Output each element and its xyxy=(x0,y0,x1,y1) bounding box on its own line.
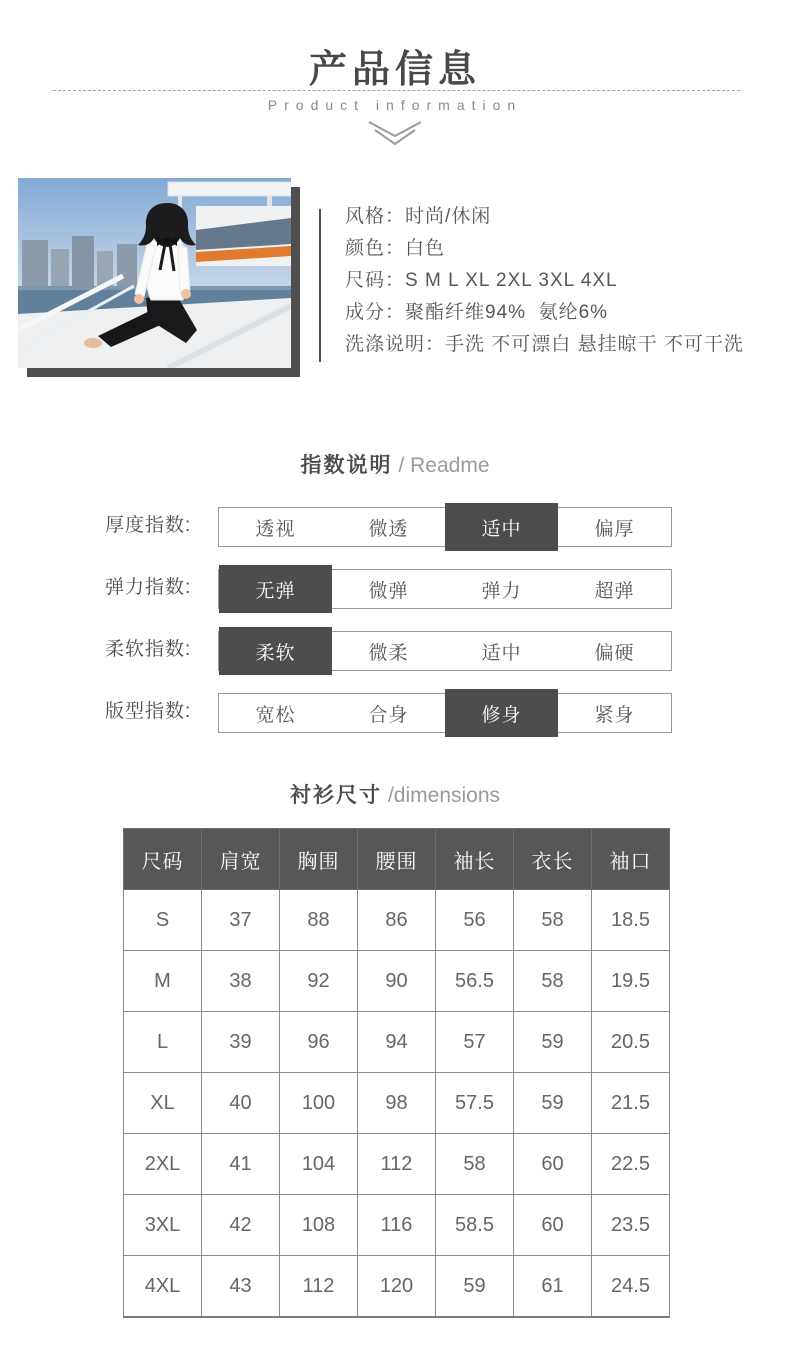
size-table-header-cell: 尺码 xyxy=(124,829,202,890)
vertical-divider xyxy=(319,209,321,362)
size-table-cell: 59 xyxy=(514,1073,592,1134)
size-table-cell: 104 xyxy=(280,1134,358,1195)
size-table-row xyxy=(124,1195,670,1256)
size-table-cell: L xyxy=(124,1012,202,1073)
size-table-cell: 40 xyxy=(202,1073,280,1134)
dashed-divider xyxy=(53,90,740,91)
size-table-row xyxy=(124,951,670,1012)
index-row xyxy=(0,689,790,751)
size-table-cell: 57.5 xyxy=(436,1073,514,1134)
size-table-cell: 56 xyxy=(436,890,514,951)
size-table-cell: 100 xyxy=(280,1073,358,1134)
size-table-header-cell: 袖口 xyxy=(592,829,670,890)
spec-line xyxy=(345,265,775,297)
spec-label: 洗涤说明： xyxy=(345,334,446,355)
size-table-cell: 86 xyxy=(358,890,436,951)
index-option: 微透 xyxy=(368,518,409,540)
size-table-header-cell: 袖长 xyxy=(436,829,514,890)
size-table-cell: 96 xyxy=(280,1012,358,1073)
product-specs xyxy=(345,201,775,361)
index-option: 适中 xyxy=(445,503,558,551)
index-option: 适中 xyxy=(481,642,522,664)
product-photo xyxy=(18,178,291,368)
size-table-cell: S xyxy=(124,890,202,951)
size-table-cell: 37 xyxy=(202,890,280,951)
size-table-cell: 98 xyxy=(358,1073,436,1134)
chevron-down-icon xyxy=(367,120,423,150)
size-table-cell: 19.5 xyxy=(592,951,670,1012)
index-row-label: 柔软指数: xyxy=(105,639,192,660)
index-option: 无弹 xyxy=(219,565,332,613)
spec-line xyxy=(345,201,775,233)
size-table-cell: 90 xyxy=(358,951,436,1012)
size-table-cell: 88 xyxy=(280,890,358,951)
size-table-cell: 60 xyxy=(514,1134,592,1195)
size-table-cell: 61 xyxy=(514,1256,592,1318)
spec-label: 成分： xyxy=(345,302,406,323)
size-table-cell: 4XL xyxy=(124,1256,202,1318)
size-table-header-cell: 衣长 xyxy=(514,829,592,890)
size-table-cell: 38 xyxy=(202,951,280,1012)
index-option: 紧身 xyxy=(594,704,635,726)
spec-label: 颜色： xyxy=(345,238,406,259)
index-option: 修身 xyxy=(445,689,558,737)
size-table-row xyxy=(124,1012,670,1073)
index-option: 合身 xyxy=(368,704,409,726)
size-table-cell: 3XL xyxy=(124,1195,202,1256)
index-option: 偏硬 xyxy=(594,642,635,664)
index-option-bar xyxy=(218,693,672,733)
size-table-head xyxy=(124,829,670,890)
index-option: 微柔 xyxy=(368,642,409,664)
size-table-cell: 20.5 xyxy=(592,1012,670,1073)
index-option-bar xyxy=(218,569,672,609)
index-row-label: 弹力指数: xyxy=(105,577,192,598)
size-table-cell: 23.5 xyxy=(592,1195,670,1256)
size-table-cell: XL xyxy=(124,1073,202,1134)
size-table-row xyxy=(124,1073,670,1134)
size-table-cell: 59 xyxy=(514,1012,592,1073)
readme-title-en: / Readme xyxy=(398,454,490,477)
size-table-cell: 112 xyxy=(280,1256,358,1318)
photo-scene xyxy=(18,178,291,368)
size-table-cell: 2XL xyxy=(124,1134,202,1195)
size-table-cell: 41 xyxy=(202,1134,280,1195)
size-table-cell: 58 xyxy=(514,951,592,1012)
page-subtitle: Product information xyxy=(267,97,523,113)
size-table-row xyxy=(124,1134,670,1195)
size-table-cell: 60 xyxy=(514,1195,592,1256)
index-row xyxy=(0,565,790,627)
size-table-cell: 18.5 xyxy=(592,890,670,951)
spec-value: 聚酯纤维94% 氨纶6% xyxy=(405,302,609,323)
index-row-label: 版型指数: xyxy=(105,701,192,722)
size-table-cell: 58 xyxy=(514,890,592,951)
size-table-cell: 108 xyxy=(280,1195,358,1256)
spec-line xyxy=(345,233,775,265)
size-table-row xyxy=(124,890,670,951)
dimensions-section-title xyxy=(0,779,790,809)
size-table-header-cell: 腰围 xyxy=(358,829,436,890)
index-option-bar xyxy=(218,631,672,671)
spec-value: 手洗 不可漂白 悬挂晾干 不可干洗 xyxy=(445,334,744,355)
size-table-body xyxy=(124,890,670,1318)
index-rows xyxy=(0,503,790,751)
index-option: 超弹 xyxy=(594,580,635,602)
size-table-cell: M xyxy=(124,951,202,1012)
index-option: 弹力 xyxy=(481,580,522,602)
size-table-cell: 116 xyxy=(358,1195,436,1256)
index-row xyxy=(0,503,790,565)
size-table-header-row xyxy=(124,829,670,890)
index-option: 宽松 xyxy=(255,704,296,726)
index-row-label: 厚度指数: xyxy=(105,515,192,536)
size-table-cell: 43 xyxy=(202,1256,280,1318)
dimensions-title-cn: 衬衫尺寸 xyxy=(289,784,382,807)
size-table-cell: 120 xyxy=(358,1256,436,1318)
size-table-header-cell: 胸围 xyxy=(280,829,358,890)
size-table-cell: 58.5 xyxy=(436,1195,514,1256)
size-table-cell: 58 xyxy=(436,1134,514,1195)
size-table-cell: 39 xyxy=(202,1012,280,1073)
size-table-cell: 21.5 xyxy=(592,1073,670,1134)
spec-label: 风格： xyxy=(345,206,406,227)
spec-label: 尺码： xyxy=(345,270,406,291)
index-option: 透视 xyxy=(255,518,296,540)
size-table-header-cell: 肩宽 xyxy=(202,829,280,890)
size-table-row xyxy=(124,1256,670,1318)
size-table-cell: 24.5 xyxy=(592,1256,670,1318)
size-table xyxy=(123,828,670,1318)
dimensions-title-en: /dimensions xyxy=(387,784,501,807)
spec-value: S M L XL 2XL 3XL 4XL xyxy=(405,270,618,291)
readme-title-cn: 指数说明 xyxy=(300,454,393,477)
page-title: 产品信息 xyxy=(308,49,481,91)
size-table-cell: 22.5 xyxy=(592,1134,670,1195)
spec-line xyxy=(345,297,775,329)
index-option: 偏厚 xyxy=(594,518,635,540)
index-option: 微弹 xyxy=(368,580,409,602)
size-table-cell: 56.5 xyxy=(436,951,514,1012)
index-option-bar xyxy=(218,507,672,547)
spec-value: 时尚/休闲 xyxy=(405,206,492,227)
index-row xyxy=(0,627,790,689)
size-table-cell: 42 xyxy=(202,1195,280,1256)
index-option: 柔软 xyxy=(219,627,332,675)
spec-value: 白色 xyxy=(405,238,446,259)
size-table-cell: 94 xyxy=(358,1012,436,1073)
readme-section-title xyxy=(0,449,790,479)
size-table-cell: 59 xyxy=(436,1256,514,1318)
size-table-cell: 112 xyxy=(358,1134,436,1195)
size-table-cell: 57 xyxy=(436,1012,514,1073)
size-table-cell: 92 xyxy=(280,951,358,1012)
spec-line xyxy=(345,329,775,361)
